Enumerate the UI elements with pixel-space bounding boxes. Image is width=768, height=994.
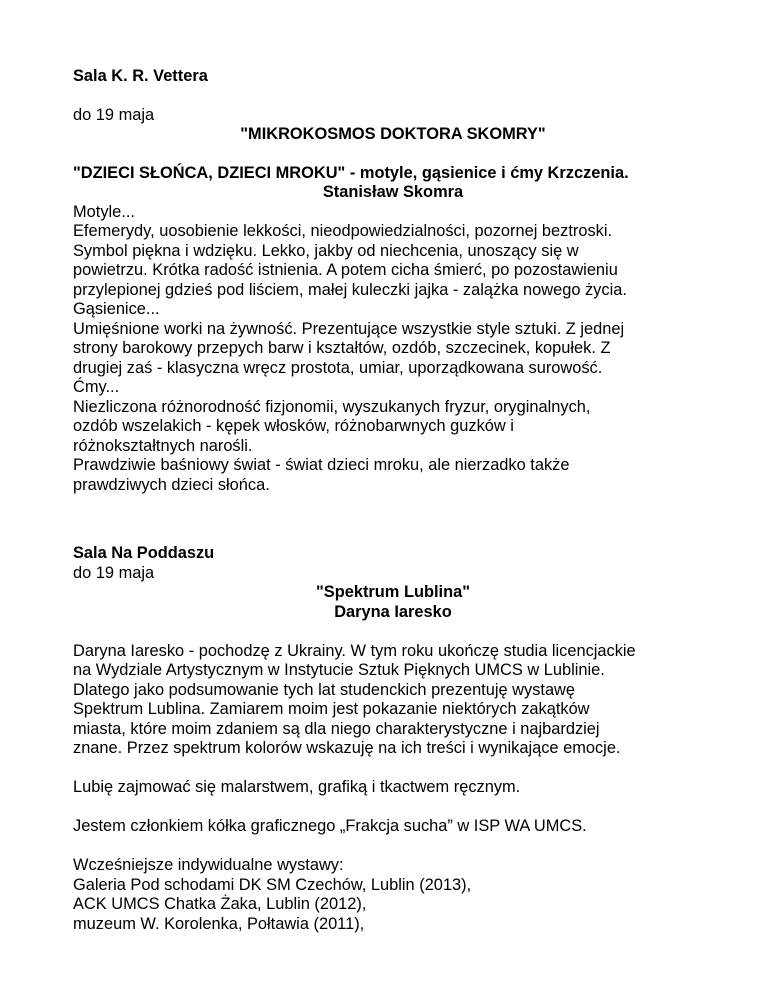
- body-line: przylepionej gdzieś pod liściem, małej kuleczki jajka - zalążka nowego życia.: [73, 281, 627, 299]
- body-line: Gąsienice...: [73, 300, 160, 318]
- body-line: miasta, które moim zdaniem są dla niego charakterystyczne i najbardziej: [73, 720, 600, 738]
- body-line: Prawdziwie baśniowy świat - świat dzieci mroku, ale nierzadko także: [73, 456, 570, 474]
- body-line: znane. Przez spektrum kolorów wskazuję na ich treści i wynikające emocje.: [73, 739, 621, 757]
- hall-name-vettera: Sala K. R. Vettera: [73, 67, 208, 85]
- body-line: Lubię zajmować się malarstwem, grafiką i tkactwem ręcznym.: [73, 778, 521, 796]
- body-line: Umięśnione worki na żywność. Prezentujące wszystkie style sztuki. Z jednej: [73, 320, 625, 338]
- exhibition-subtitle: "DZIECI SŁOŃCA, DZIECI MROKU" - motyle, gąsienice i ćmy Krzczenia.: [73, 164, 629, 182]
- body-line: Niezliczona różnorodność fizjonomii, wyszukanych fryzur, oryginalnych,: [73, 398, 591, 416]
- exhibition-title: "MIKROKOSMOS DOKTORA SKOMRY": [240, 125, 546, 143]
- exhibition-author: Stanisław Skomra: [322, 183, 464, 201]
- body-line: Daryna Iaresko - pochodzę z Ukrainy. W tym roku ukończę studia licencjackie: [73, 642, 636, 660]
- body-line: Motyle...: [73, 203, 135, 221]
- exhibition-author: Daryna Iaresko: [334, 603, 452, 621]
- exhibition-title: "Spektrum Lublina": [316, 583, 470, 601]
- body-line: prawdziwych dzieci słońca.: [73, 476, 270, 494]
- body-line: Dlatego jako podsumowanie tych lat studenckich prezentuję wystawę: [73, 681, 576, 699]
- exhibition-list-item: ACK UMCS Chatka Żaka, Lublin (2012),: [73, 895, 367, 913]
- exhibition-list-item: Galeria Pod schodami DK SM Czechów, Lublin (2013),: [73, 876, 472, 894]
- body-line: ozdób wszelakich - kępek włosków, różnobarwnych guzków i: [73, 417, 514, 435]
- body-line: różnokształtnych narośli.: [73, 437, 253, 455]
- exhibition-date: do 19 maja: [73, 106, 155, 124]
- body-line: strony barokowy przepych barw i kształtów, ozdób, szczecinek, kopułek. Z: [73, 339, 611, 357]
- body-line: na Wydziale Artystycznym w Instytucie Sztuk Pięknych UMCS w Lublinie.: [73, 661, 605, 679]
- body-line: Jestem członkiem kółka graficznego „Frakcja sucha” w ISP WA UMCS.: [73, 817, 587, 835]
- body-line: drugiej zaś - klasyczna wręcz prostota, umiar, uporządkowana surowość.: [73, 359, 603, 377]
- hall-name-poddaszu: Sala Na Poddaszu: [73, 544, 215, 562]
- body-line: Efemerydy, uosobienie lekkości, nieodpowiedzialności, pozornej beztroski.: [73, 222, 613, 240]
- exhibition-date: do 19 maja: [73, 564, 155, 582]
- exhibition-list-item: muzeum W. Korolenka, Połtawia (2011),: [73, 915, 365, 933]
- exhibitions-heading: Wcześniejsze indywidualne wystawy:: [73, 856, 344, 874]
- body-line: Spektrum Lublina. Zamiarem moim jest pokazanie niektórych zakątków: [73, 700, 590, 718]
- body-line: powietrzu. Krótka radość istnienia. A potem cicha śmierć, po pozostawieniu: [73, 261, 618, 279]
- body-line: Ćmy...: [73, 378, 120, 396]
- body-line: Symbol piękna i wdzięku. Lekko, jakby od niechcenia, unoszący się w: [73, 242, 579, 260]
